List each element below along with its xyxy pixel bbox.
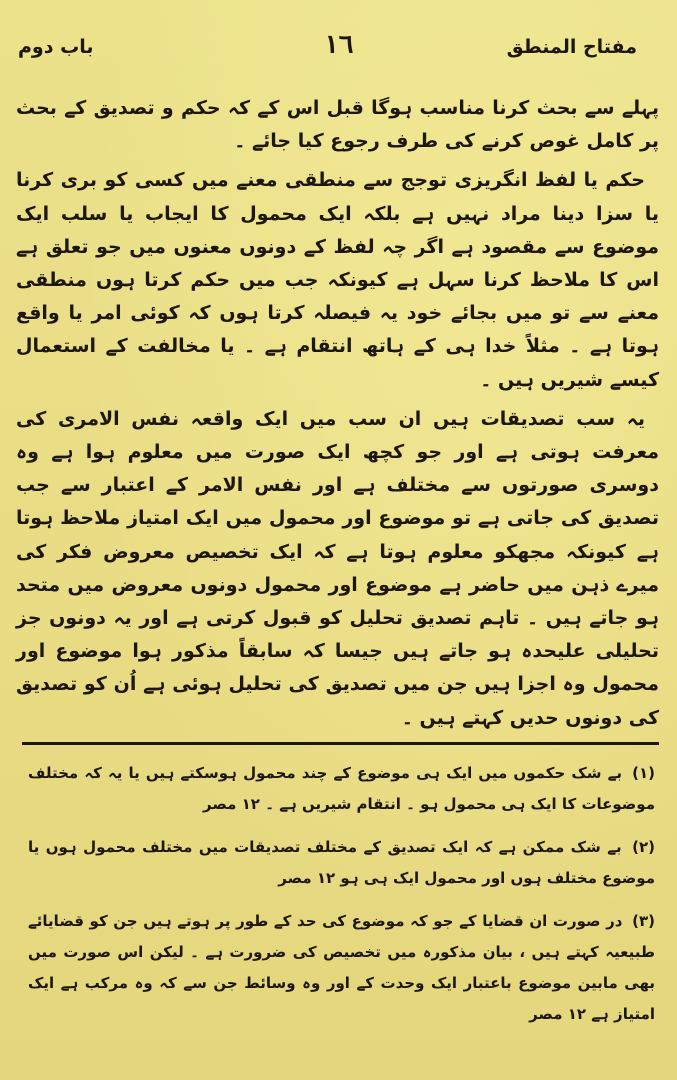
page-header — [0, 30, 677, 78]
footnote-marker: (١) — [632, 764, 655, 782]
paragraph-1: پہلے سے بحث کرنا مناسب ہوگا قبل اس کے کہ حکم و تصدیق کے بحث پر کامل غوص کرنے کی طرف رجوع کیا جائے ۔ — [16, 97, 659, 153]
footnote-text: بے شک حکموں میں ایک ہی موضوع کے چند محمول ہوسکتے ہیں یا یہ کہ مختلف موضوعات کا ایک ہی محمول ہو ۔ انتقام شیریں ہے ۔ ١٢ مصر — [28, 764, 655, 813]
paragraph-2: حکم یا لفظ انگریزی توجج سے منطقی معنے میں کسی کو بری کرنا یا سزا دینا مراد نہیں ہے بلکہ ایک محمول کا ایجاب یا سلب ایک موضوع سے مقصود ہے اگر چہ لفظ کے دونوں معنوں میں جو تعلق ہے اس کا ملاحظ کرنا سہل ہے کیونکہ جب میں حکم کرتا ہوں منطقی معنے سے تو میں بجائے خود یہ فیصلہ کرتا ہوں کہ کوئی امر یا واقع ہوتا ہے ۔ مثلاً خدا ہی کے ہاتھ انتقام ہے ۔ یا مخالفت کے استعمال کیسے شیریں ہیں ۔ — [16, 169, 659, 391]
footnote-separator-rule — [22, 742, 659, 745]
footnote-text: بے شک ممکن ہے کہ ایک تصدیق کے مختلف تصدیقات میں مختلف محمول ہوں یا موضوع مختلف ہوں اور محمول ایک ہی ہو ١٢ مصر — [28, 838, 655, 887]
footnote-1 — [28, 758, 655, 820]
footnotes — [28, 758, 655, 1042]
paragraph-3: یہ سب تصدیقات ہیں ان سب میں ایک واقعہ نفس الامری کی معرفت ہوتی ہے اور جو کچھ ایک صورت میں معلوم ہوا ہے وہ دوسری صورتوں سے مختلف ہے اور نفس الامر کے اعتبار سے جب تصدیق کی جاتی ہے تو موضوع اور محمول میں ایک امتیاز ملاحظ ہوتا ہے کیونکہ مجھکو معلوم ہوتا ہے کہ ایک تخصیص معروض فکر کی میرے ذہن میں حاضر ہے موضوع اور محمول دونوں معروض میں متحد ہو جاتے ہیں ۔ تاہم تصدیق تحلیل کو قبول کرتی ہے اور یہ دونوں جز تحلیلی علیحدہ ہو جاتے ہیں جیسا کہ سابقاً مذکور ہوا موضوع اور محمول وہ اجزا ہیں جن میں تصدیق کی تحلیل ہوئی ہے اُن کو تصدیق کی دونوں حدیں کہتے ہیں ۔ — [16, 407, 659, 729]
footnote-marker: (٣) — [632, 912, 655, 930]
running-head-book-title: مفتاح المنطق — [506, 36, 637, 58]
footnote-2 — [28, 832, 655, 894]
main-text — [16, 92, 659, 741]
running-head-chapter: باب دوم — [18, 36, 94, 58]
footnote-text: در صورت ان قضایا کے جو کہ موضوع کی حد کے طور پر ہوتے ہیں جن کو قضایائے طبیعیہ کہتے ہیں ، بیان مذکورہ میں تخصیص کی ضرورت ہے ۔ لیکن اس صورت میں بھی مابین موضوع باعتبار ایک وحدت کے اور وہ وسائط جن سے کہ وہ مرکب ہے ایک امتیاز ہے ١٢ مصر — [28, 912, 655, 1023]
footnote-marker: (٢) — [632, 838, 655, 856]
footnote-3 — [28, 906, 655, 1030]
page-number: ١٦ — [323, 30, 354, 59]
